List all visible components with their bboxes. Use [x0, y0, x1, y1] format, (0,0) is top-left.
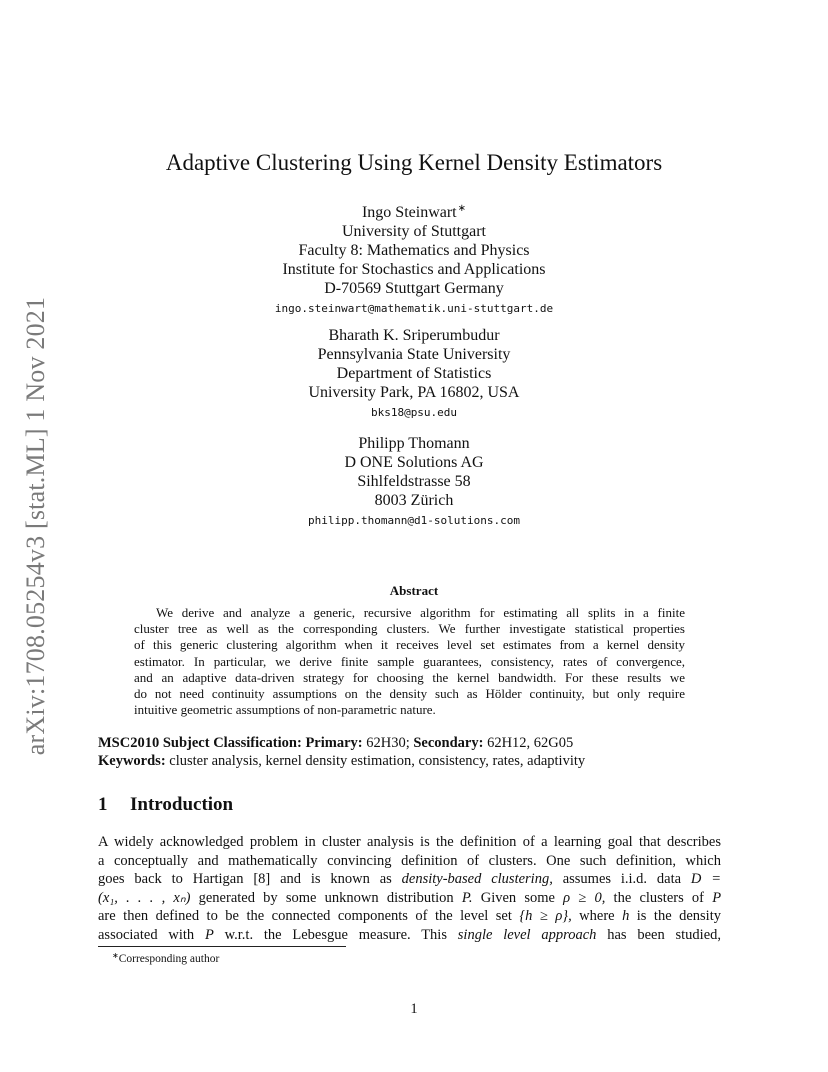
abstract-body — [134, 605, 685, 718]
abstract-line: cluster tree as well as the corresponding clusters. We further investigate statistical properties — [134, 621, 685, 637]
keywords-text: cluster analysis, kernel density estimation, consistency, rates, adaptivity — [169, 753, 586, 769]
msc-secondary-codes: 62H12, 62G05 — [487, 735, 574, 751]
section-number: 1 — [98, 794, 108, 815]
author-affiliation: University of Stuttgart — [342, 223, 486, 240]
author-affiliation: 8003 Zürich — [374, 492, 454, 509]
footnote-text: Corresponding author — [118, 953, 220, 965]
author-name: Philipp Thomann — [358, 435, 470, 452]
math-inline: ρ ≥ 0, — [563, 889, 606, 906]
author-block-steinwart — [0, 199, 828, 318]
msc-classification — [98, 734, 585, 752]
author-name: Bharath K. Sriperumbudur — [328, 327, 500, 344]
abstract-line: do not need continuity assumptions on the density such as Hölder continuity, but only require — [134, 686, 685, 702]
math-inline: h — [622, 908, 630, 925]
author-affiliation: D-70569 Stuttgart Germany — [324, 280, 504, 297]
author-affiliation: D ONE Solutions AG — [344, 454, 484, 471]
author-affiliation: Sihlfeldstrasse 58 — [357, 473, 471, 490]
author-block-sriperumbudur — [0, 326, 828, 422]
msc-primary-label: Primary: — [305, 735, 363, 751]
msc-primary-codes: 62H30; — [366, 735, 410, 751]
page-number: 1 — [410, 1001, 418, 1017]
section-title: Introduction — [130, 794, 234, 815]
abstract-line: estimator. In particular, we derive finite sample guarantees, consistency, rates of convergence, — [134, 653, 685, 669]
paragraph-line: goes back to Hartigan [8] and is known as density-based clustering, assumes i.i.d. data D = — [98, 871, 722, 888]
author-affiliation: Department of Statistics — [336, 365, 492, 382]
author-affiliation: Pennsylvania State University — [317, 346, 511, 363]
corresponding-author-mark: ∗ — [457, 203, 467, 214]
abstract-line: and an adaptive data-driven strategy for choosing the kernel bandwidth. For these results we — [134, 669, 685, 685]
keywords — [98, 752, 585, 770]
author-affiliation: Institute for Stochastics and Applications — [282, 261, 546, 278]
math-inline: P. — [461, 889, 473, 906]
abstract-heading: Abstract — [389, 583, 439, 598]
math-inline: D = — [690, 871, 722, 888]
paragraph-line: (x₁, . . . , xₙ) generated by some unknown distribution P. Given some ρ ≥ 0, the clusters of P — [98, 889, 722, 906]
introduction-paragraph — [98, 833, 721, 945]
msc-secondary-label: Secondary: — [413, 735, 484, 751]
math-inline: {h ≥ ρ}, — [519, 908, 572, 925]
paper-title: Adaptive Clustering Using Kernel Density Estimators — [165, 150, 663, 175]
paragraph-line: are then defined to be the connected components of the level set {h ≥ ρ}, where h is the density — [98, 908, 721, 925]
footnote-mark: ∗ — [112, 951, 119, 960]
emphasis-single-level-approach: single level approach — [457, 926, 597, 943]
author-email[interactable]: bks18@psu.edu — [370, 406, 458, 419]
author-email[interactable]: philipp.thomann@d1-solutions.com — [308, 514, 520, 527]
abstract-line: of this generic clustering algorithm when it receives level set estimates from a kernel density — [134, 637, 685, 653]
emphasis-density-based-clustering: density-based clustering, — [401, 871, 553, 888]
classification-block — [98, 734, 585, 770]
abstract-line: We derive and analyze a generic, recursive algorithm for estimating all splits in a finite — [156, 605, 685, 620]
paragraph-line: a conceptually and mathematically convincing definition of clusters. One such definition, which — [98, 852, 721, 869]
author-block-thomann — [0, 434, 828, 530]
author-email[interactable]: ingo.steinwart@mathematik.uni-stuttgart.de — [274, 302, 554, 315]
math-inline: (x₁, . . . , xₙ) — [98, 889, 191, 906]
author-affiliation: University Park, PA 16802, USA — [308, 384, 520, 401]
section-heading-introduction — [98, 794, 233, 816]
keywords-label: Keywords: — [98, 753, 166, 769]
msc-label: MSC2010 Subject Classification: — [98, 735, 302, 751]
paragraph-line: associated with P w.r.t. the Lebesgue measure. This single level approach has been studied, — [98, 926, 722, 943]
math-inline: P — [204, 926, 214, 943]
abstract-line: intuitive geometric assumptions of non-parametric nature. — [134, 702, 436, 718]
footnote — [112, 951, 219, 965]
math-inline: P — [712, 889, 722, 906]
arxiv-identifier-stamp[interactable]: arXiv:1708.05254v3 [stat.ML] 1 Nov 2021 — [21, 296, 50, 756]
author-affiliation: Faculty 8: Mathematics and Physics — [298, 242, 530, 259]
footnote-divider — [98, 946, 346, 947]
author-name: Ingo Steinwart∗ — [361, 203, 467, 221]
paragraph-line: A widely acknowledged problem in cluster analysis is the definition of a learning goal that describes — [98, 834, 721, 850]
